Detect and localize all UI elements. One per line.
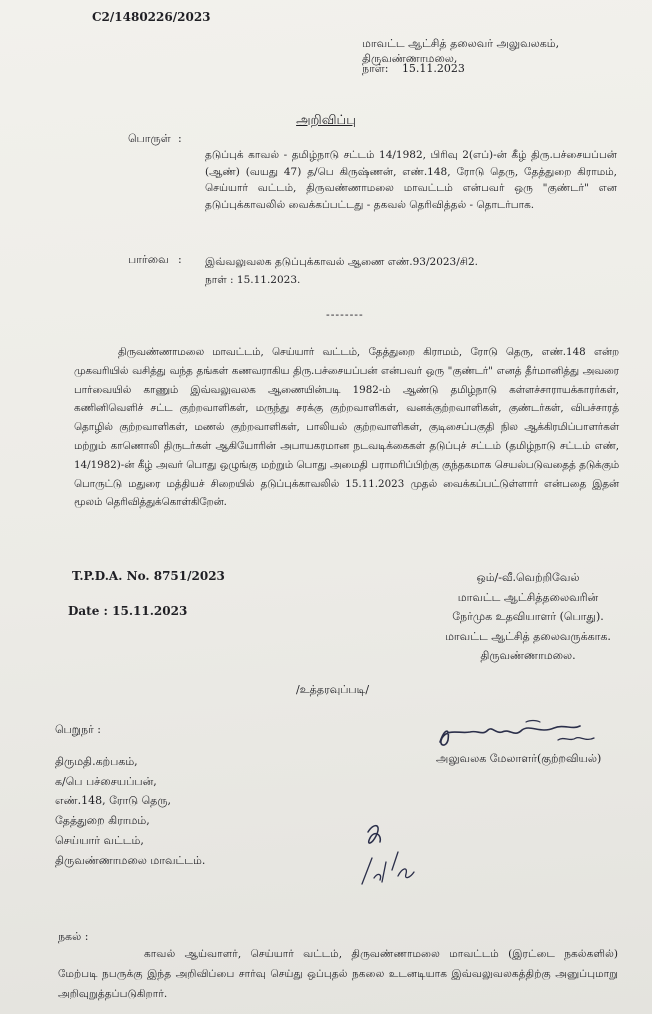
recipient-line: எண்.148, ரோடு தெரு, xyxy=(55,794,172,808)
handwritten-initials xyxy=(352,818,422,890)
tpda-number: T.P.D.A. No. 8751/2023 xyxy=(72,569,225,583)
issue-date-label: நாள்: xyxy=(362,62,389,75)
issue-date xyxy=(362,62,465,77)
signatory-name: ஒம்/-வீ.வெற்றிவேல் xyxy=(476,571,580,584)
reference-text xyxy=(205,253,625,289)
signatory-title-1: மாவட்ட ஆட்சித்தலைவரின் xyxy=(457,590,599,604)
recipient-line: திருவண்ணாமலை மாவட்டம். xyxy=(55,853,206,867)
office-line-2: திருவண்ணாமலை, xyxy=(362,52,458,65)
section-divider: -------- xyxy=(326,308,364,321)
recipient-address xyxy=(55,752,295,870)
subject-colon: : xyxy=(178,132,182,145)
signatory-title-3: மாவட்ட ஆட்சித் தலைவருக்காக. xyxy=(445,629,611,643)
reference-date-line: நாள் : 15.11.2023. xyxy=(205,274,301,286)
recipient-line: க/பெ பச்சையப்பன், xyxy=(55,774,157,788)
subject-label: பொருள் xyxy=(128,132,171,145)
reference-colon: : xyxy=(178,253,182,266)
reference-label: பார்வை xyxy=(128,253,169,266)
notice-body: திருவண்ணாமலை மாவட்டம், செய்யார் வட்டம், தேத்துறை கிராமம், ரோடு தெரு, எண்.148 என்ற முகவரியில் வசித்து வந்த தங்கள் கணவராகிய திரு.பச்சையப்பன் என்பவர் ஒரு "குண்டர்" எனத் தீர்மானித்து அவரை பார்வையில் காணும் இவ்வலுவலக ஆணையின்படி 1982-ம் ஆண்டு தமிழ்நாடு கள்ளச்சாராயக்காரர்கள், கணினிவெளிச் சட்ட குற்றவாளிகள், மருந்து சரக்கு குற்றவாளிகள், வனக்குற்றவாளிகள், குண்டர்கள், விபச்சாரத் தொழில் குற்றவாளிகள், மணல் குற்றவாளிகள், பாலியல் குற்றவாளிகள், குடிசைப்பகுதி நில ஆக்கிரமிப்பாளர்கள் மற்றும் காணொலி திருடர்கள் ஆகியோரின் அபாயகரமான நடவடிக்கைகள் தடுப்புச் சட்டம் (தமிழ்நாடு சட்டம் எண், 14/1982)-ன் கீழ் அவர் பொது ஒழுங்கு மற்றும் பொது அமைதி பராமரிப்பிற்கு குந்தகமாக செயல்படுவதைத் தடுக்கும் பொருட்டு மதுரை மத்தியச் சிறையில் தடுப்புக்காவலில் 15.11.2023 முதல் வைக்கப்பட்டுள்ளார் என்பதை இதன் மூலம் தெரிவித்துக்கொள்கிறேன். xyxy=(74,346,619,509)
office-manager-title: அலுவலக மேலாளர்(குற்றவியல்) xyxy=(436,752,602,765)
issue-date-value: 15.11.2023 xyxy=(401,62,465,75)
document-heading: அறிவிப்பு xyxy=(296,113,356,128)
recipient-line: செய்யார் வட்டம், xyxy=(55,833,144,847)
office-line-1: மாவட்ட ஆட்சித் தலைவர் அலுவலகம், xyxy=(362,37,560,50)
copy-text: காவல் ஆய்வாளர், செய்யார் வட்டம், திருவண்ணாமலை மாவட்டம் (இரட்டை நகல்களில்) மேற்படி நபருக்கு இந்த அறிவிப்பை சார்வு செய்து ஒப்புதல் நகலை உடனடியாக இவ்வலுவலகத்திற்கு அனுப்புமாறு அறிவுறுத்தப்படுகிறார். xyxy=(58,948,618,1000)
recipient-line: திருமதி.கற்பகம், xyxy=(55,755,138,768)
order-line: /உத்தரவுப்படி/ xyxy=(296,683,370,696)
signatory-place: திருவண்ணாமலை. xyxy=(480,649,576,662)
copy-label: நகல் : xyxy=(58,930,89,943)
footer-date: Date : 15.11.2023 xyxy=(68,604,188,618)
handwritten-signature xyxy=(430,712,610,754)
signatory-title-2: நேர்முக உதவியாளர் (பொது). xyxy=(452,610,604,623)
recipient-line: தேத்துறை கிராமம், xyxy=(55,814,150,828)
subject-text: தடுப்புக் காவல் - தமிழ்நாடு சட்டம் 14/1982, பிரிவு 2(எப்)-ன் கீழ் திரு.பச்சையப்பன் (ஆண்) (வயது 47) த/பெ கிருஷ்ணன், எண்.148, ரோடு தெரு, தேத்துறை கிராமம், செய்யார் வட்டம், திருவண்ணாமலை மாவட்டம் என்பவர் ஒரு "குண்டர்" என தடுப்புக்காவலில் வைக்கப்பட்டது - தகவல் தெரிவித்தல் - தொடர்பாக. xyxy=(205,149,617,211)
signatory-block xyxy=(418,568,638,666)
recipient-label: பெறுநர் : xyxy=(55,723,101,736)
reference-order-line: இவ்வலுவலக தடுப்புக்காவல் ஆணை எண்.93/2023/சி2. xyxy=(205,256,479,268)
reference-number: C2/1480226/2023 xyxy=(92,10,211,24)
